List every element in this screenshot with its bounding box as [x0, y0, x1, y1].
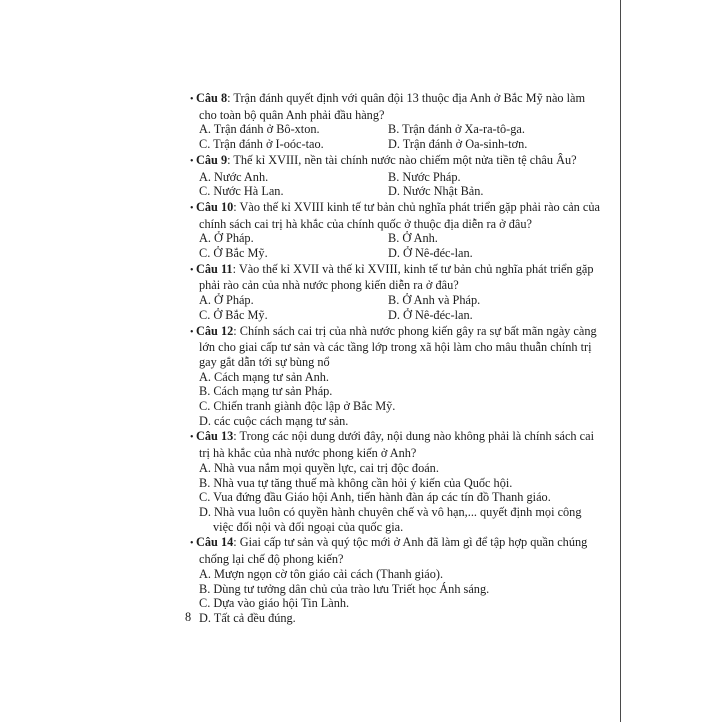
option-a: A. Ở Pháp.	[199, 293, 254, 308]
question-label: Câu 12	[196, 323, 234, 338]
bullet-icon: •	[190, 432, 194, 444]
question-label: Câu 14	[196, 535, 234, 550]
option-a: A. Trận đánh ở Bô-xton.	[199, 122, 320, 137]
option-c: C. Chiến tranh giành độc lập ở Bắc Mỹ.	[199, 399, 396, 414]
label-separator: :	[227, 152, 234, 167]
label-separator: :	[232, 261, 239, 276]
option-b: B. Nhà vua tự tăng thuế mà không cần hỏi ý kiến của Quốc hội.	[199, 475, 513, 490]
question-label: Câu 10	[196, 199, 234, 214]
question-block	[190, 535, 602, 625]
question-body: Trong các nội dung dưới đây, nội dung nào không phải là chính sách cai trị hà khắc của nhà nước phong kiến ở Anh?	[199, 429, 594, 461]
bullet-icon: •	[190, 94, 194, 105]
option-a: A. Mượn ngọn cờ tôn giáo cải cách (Thanh giáo).	[199, 566, 444, 581]
option-d: D. Trận đánh ở Oa-sinh-tơn.	[388, 137, 528, 152]
options	[199, 370, 602, 429]
question-text	[190, 153, 602, 170]
questions-area	[190, 91, 602, 627]
option-b: B. Nước Pháp.	[388, 169, 461, 184]
option-d: D. Ở Nê-đéc-lan.	[388, 307, 473, 322]
option-a: A. Nước Anh.	[199, 169, 269, 184]
option-b: B. Cách mạng tư sản Pháp.	[199, 384, 333, 399]
question-label: Câu 11	[196, 261, 233, 276]
question-block	[190, 262, 602, 323]
option-d: D. Ở Nê-đéc-lan.	[388, 246, 473, 261]
question-body: Vào thế kỉ XVIII kinh tế tư bản chủ nghĩa phát triển gặp phải rào cản của chính sách cai trị hà khắc của chính quốc ở thuộc địa diễn ra ở đâu?	[199, 199, 600, 231]
question-text	[190, 535, 602, 566]
question-body: Chính sách cai trị của nhà nước phong kiến gây ra sự bất mãn ngày càng lớn cho giai cấp tư sản và các tầng lớp trong xã hội làm cho mâu thuẫn chính trị gay gắt dẫn tới sự bùng nổ	[199, 323, 597, 369]
label-separator: :	[233, 199, 240, 214]
option-d: D. Nước Nhật Bản.	[388, 184, 484, 199]
question-body: Giai cấp tư sản và quý tộc mới ở Anh đã làm gì để tập hợp quần chúng chống lại chế độ phong kiến?	[199, 535, 588, 567]
bullet-icon: •	[190, 202, 194, 214]
question-text	[190, 262, 602, 293]
option-c: C. Ở Bắc Mỹ.	[199, 307, 268, 322]
option-c: C. Vua đứng đầu Giáo hội Anh, tiến hành đàn áp các tín đồ Thanh giáo.	[199, 490, 551, 505]
question-block	[190, 429, 602, 534]
bullet-icon: •	[190, 155, 194, 167]
bullet-icon: •	[190, 326, 194, 338]
option-b: B. Ở Anh và Pháp.	[388, 293, 481, 308]
option-b: B. Ở Anh.	[388, 231, 438, 246]
option-c: C. Nước Hà Lan.	[199, 184, 284, 199]
question-block	[190, 91, 602, 152]
question-block	[190, 200, 602, 261]
question-label: Câu 8	[196, 91, 228, 105]
question-text	[190, 324, 602, 370]
question-text	[190, 429, 602, 460]
question-text	[190, 91, 602, 122]
options	[199, 231, 602, 260]
question-label: Câu 13	[196, 429, 234, 444]
question-block	[190, 153, 602, 199]
option-b: B. Dùng tư tưởng dân chủ của trào lưu Triết học Ánh sáng.	[199, 581, 490, 596]
options	[199, 293, 602, 322]
option-c: C. Dựa vào giáo hội Tin Lành.	[199, 596, 350, 611]
option-a: A. Cách mạng tư sản Anh.	[199, 369, 329, 384]
label-separator: :	[233, 429, 240, 444]
option-a: A. Ở Pháp.	[199, 231, 254, 246]
question-body: Trận đánh quyết định với quân đội 13 thuộc địa Anh ở Bắc Mỹ nào làm cho toàn bộ quân Anh phải đầu hàng?	[199, 91, 586, 122]
question-text	[190, 200, 602, 231]
options	[199, 567, 602, 626]
question-body: Vào thế kỉ XVII và thế kỉ XVIII, kinh tế tư bản chủ nghĩa phát triển gặp phải rào cản của nhà nước phong kiến diễn ra ở đâu?	[199, 261, 594, 293]
bullet-icon: •	[190, 264, 194, 276]
options	[199, 461, 602, 535]
page-number: 8	[185, 610, 192, 624]
question-label: Câu 9	[196, 152, 228, 167]
option-d: D. Nhà vua luôn có quyền hành chuyên chế và vô hạn,... quyết định mọi công việc đối nội và đối ngoại của quốc gia.	[199, 504, 582, 534]
page-edge-line	[620, 0, 621, 722]
question-block	[190, 324, 602, 429]
option-a: A. Nhà vua nắm mọi quyền lực, cai trị độc đoán.	[199, 460, 439, 475]
bullet-icon: •	[190, 538, 194, 550]
option-c: C. Trận đánh ở I-oóc-tao.	[199, 137, 324, 152]
label-separator: :	[233, 535, 240, 550]
label-separator: :	[233, 323, 240, 338]
label-separator: :	[227, 91, 234, 105]
option-b: B. Trận đánh ở Xa-ra-tô-ga.	[388, 122, 525, 137]
option-d: D. Tất cả đều đúng.	[199, 610, 296, 625]
option-d: D. các cuộc cách mạng tư sản.	[199, 413, 349, 428]
options	[199, 122, 602, 151]
question-body: Thế kỉ XVIII, nền tài chính nước nào chiếm một nửa tiền tệ châu Âu?	[233, 152, 577, 167]
option-c: C. Ở Bắc Mỹ.	[199, 246, 268, 261]
options	[199, 170, 602, 199]
